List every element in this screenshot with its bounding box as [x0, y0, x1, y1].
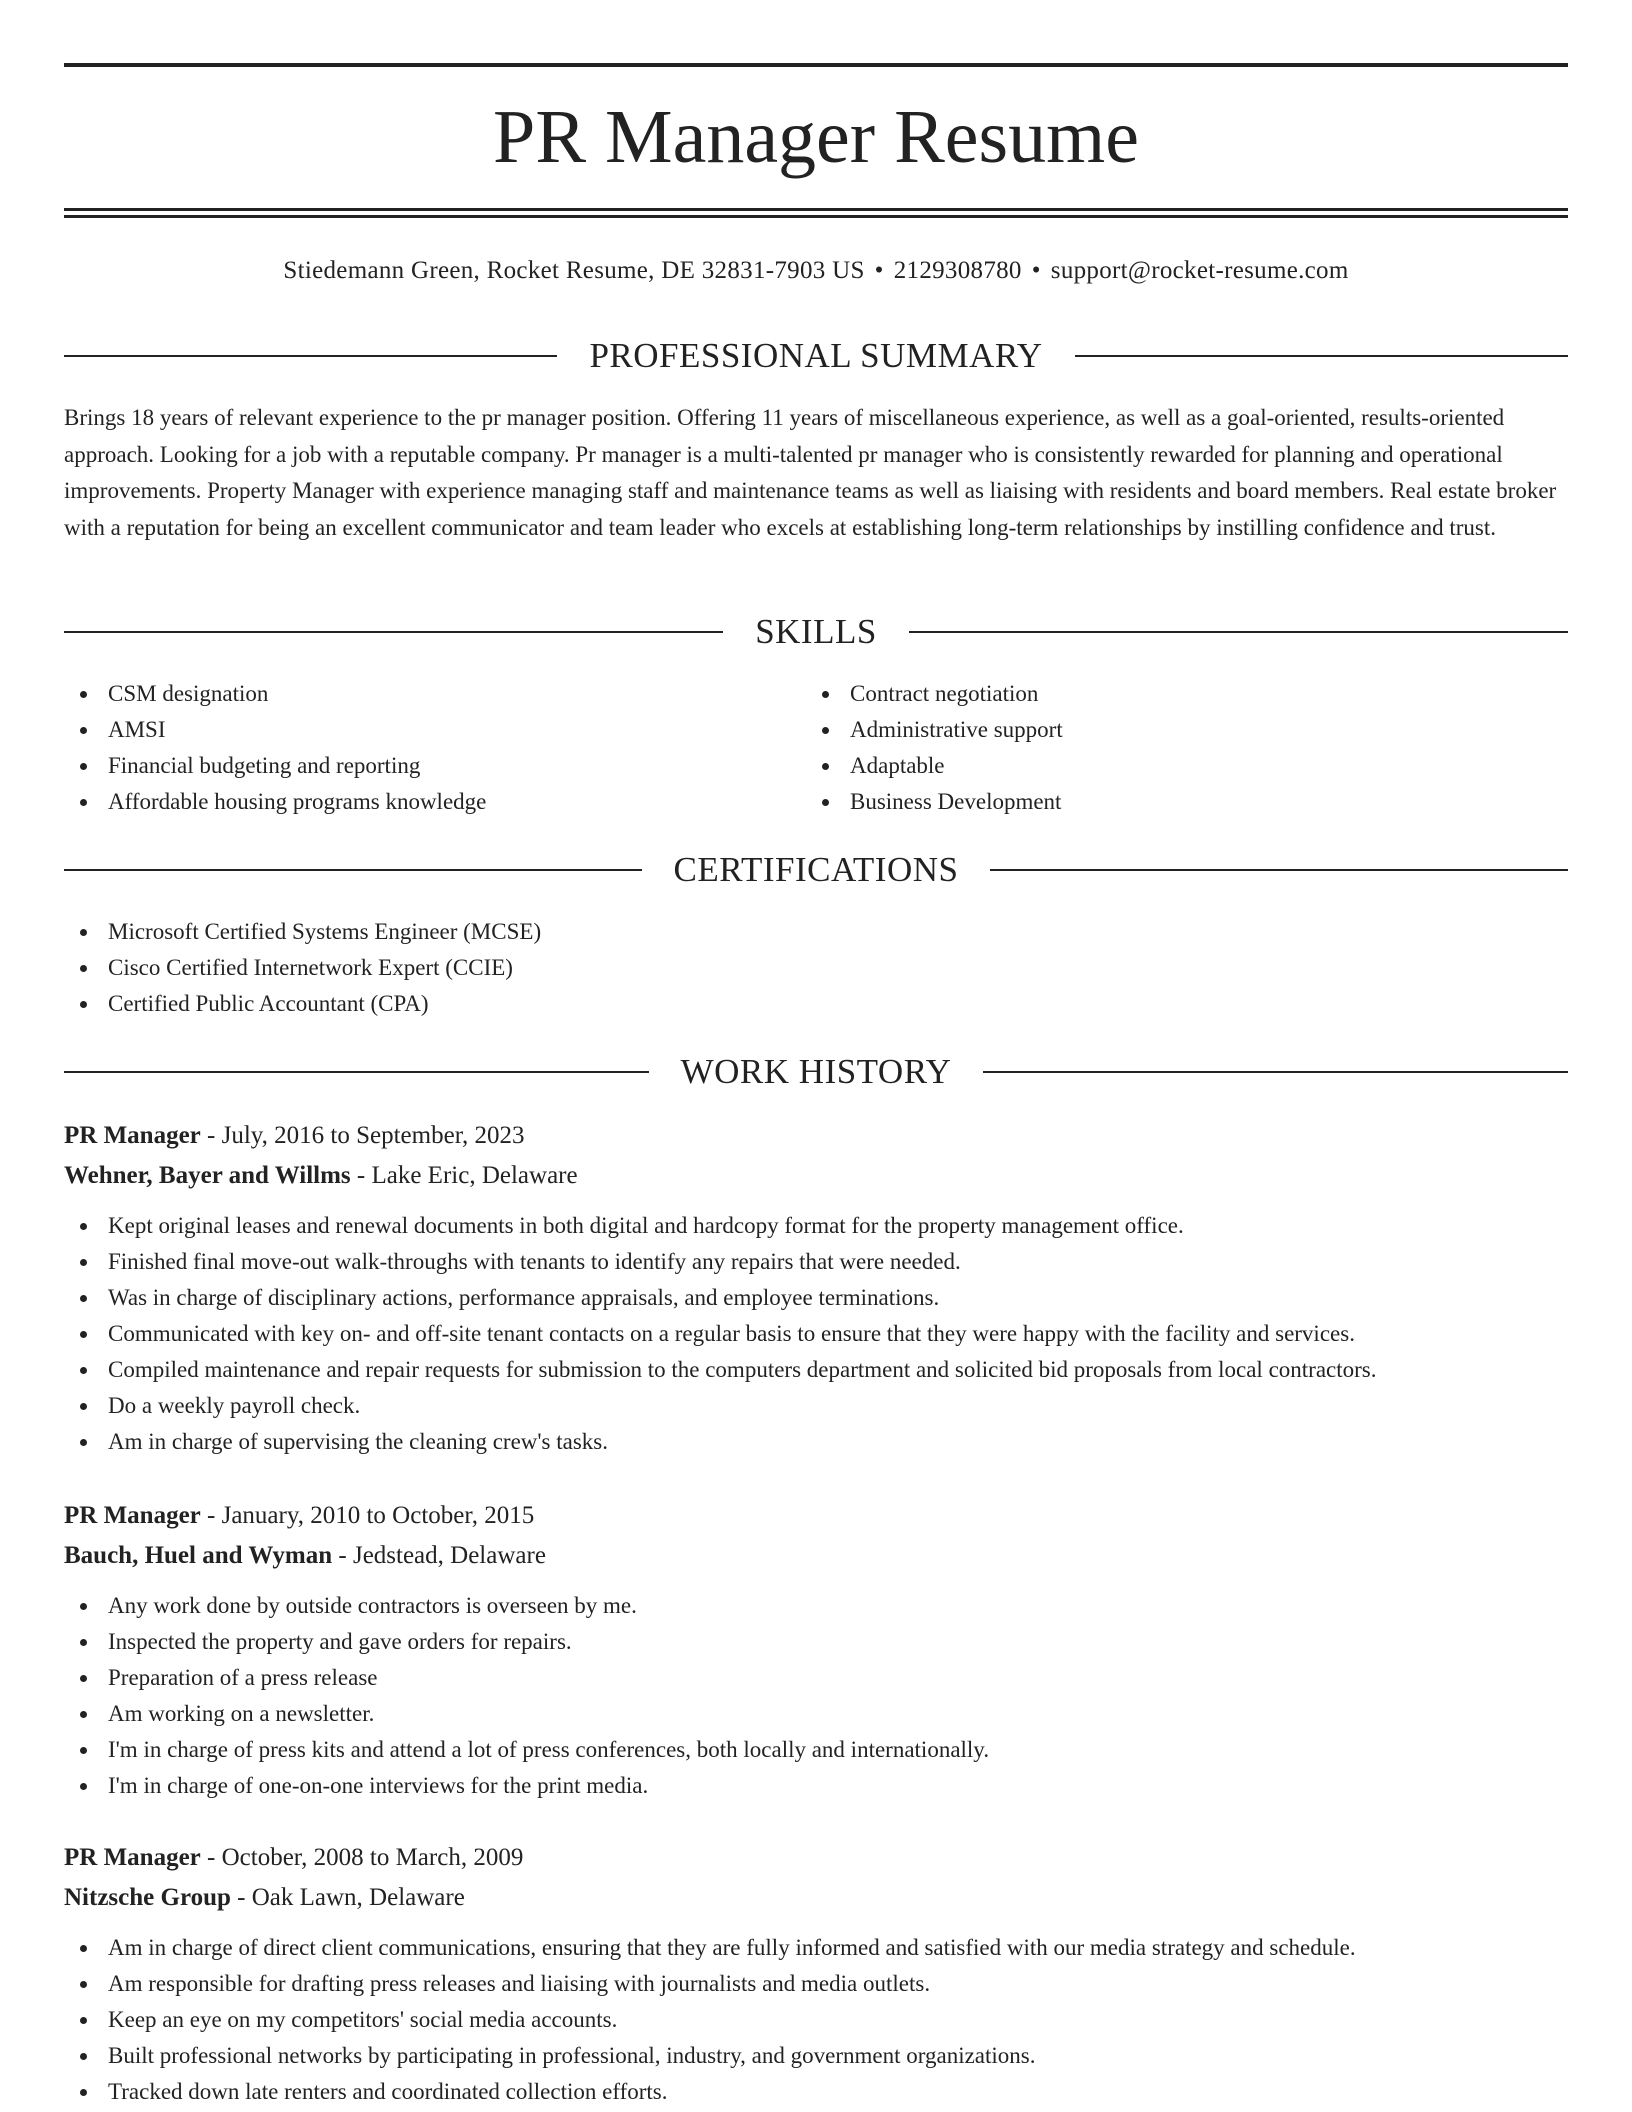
contact-email: support@rocket-resume.com [1050, 257, 1349, 284]
job-title: PR Manager [64, 1122, 201, 1149]
job-dates: - July, 2016 to September, 2023 [200, 1122, 525, 1149]
summary-text: Brings 18 years of relevant experience to the pr manager position. Offering 11 years of miscellaneous experience, as well as a goal-oriented, results-oriented approach. Looking for a job with a reputable company. Pr manager is a multi-talented pr manager who is consistently rewarded for planning and operational improvements. Property Manager with experience managing staff and maintenance teams as well as liaising with residents and board members. Real estate broker with a reputation for being an excellent communicator and team leader who excels at establishing long-term relationships by instilling confidence and trust. [64, 405, 1557, 540]
section-heading-skills [64, 610, 1568, 654]
job-entry [64, 1496, 1568, 1804]
job-role-line [64, 1116, 1568, 1156]
certification-item: Cisco Certified Internetwork Expert (CCIE) [64, 950, 1568, 986]
skill-item: CSM designation [64, 676, 764, 712]
job-company-line [64, 1536, 1568, 1576]
job-title: PR Manager [64, 1844, 201, 1871]
contact-line [64, 254, 1568, 288]
section-title: PROFESSIONAL SUMMARY [589, 336, 1043, 375]
job-role-line [64, 1496, 1568, 1536]
job-bullet: Communicated with key on- and off-site tenant contacts on a regular basis to ensure that they were happy with the facility and services. [64, 1316, 1568, 1352]
section-heading-summary [64, 334, 1568, 378]
job-bullet: I'm in charge of press kits and attend a lot of press conferences, both locally and internationally. [64, 1732, 1568, 1768]
job-bullet: Any work done by outside contractors is overseen by me. [64, 1588, 1568, 1624]
skills-list-left [64, 676, 764, 820]
job-dates: - October, 2008 to March, 2009 [200, 1844, 524, 1871]
job-company-line [64, 1156, 1568, 1196]
top-rule [64, 63, 1568, 67]
skill-item: Financial budgeting and reporting [64, 748, 764, 784]
job-bullets [64, 1930, 1568, 2110]
heading-rule [64, 1071, 649, 1073]
job-bullet: Built professional networks by participating in professional, industry, and government organizations. [64, 2038, 1568, 2074]
job-bullet: Finished final move-out walk-throughs with tenants to identify any repairs that were needed. [64, 1244, 1568, 1280]
job-bullet: Kept original leases and renewal documents in both digital and hardcopy format for the property management office. [64, 1208, 1568, 1244]
job-company-line [64, 1878, 1568, 1918]
section-heading-work-history [64, 1050, 1568, 1094]
title-double-rule [64, 208, 1568, 218]
job-entry [64, 1838, 1568, 2110]
job-bullet: Do a weekly payroll check. [64, 1388, 1568, 1424]
page-title: PR Manager Resume [493, 95, 1139, 179]
job-company: Nitzsche Group [64, 1884, 231, 1911]
job-dates: - January, 2010 to October, 2015 [200, 1502, 535, 1529]
section-title: CERTIFICATIONS [673, 850, 959, 889]
section-heading-certifications [64, 848, 1568, 892]
job-bullets [64, 1208, 1568, 1460]
heading-rule [64, 355, 557, 357]
heading-rule [64, 631, 723, 633]
skill-item: Adaptable [806, 748, 1506, 784]
heading-rule [983, 1071, 1568, 1073]
section-title: WORK HISTORY [680, 1052, 952, 1091]
contact-phone: 2129308780 [893, 257, 1022, 284]
certification-item: Certified Public Accountant (CPA) [64, 986, 1568, 1022]
skill-item: Contract negotiation [806, 676, 1506, 712]
job-bullets [64, 1588, 1568, 1804]
heading-rule [1075, 355, 1568, 357]
contact-separator: • [1031, 257, 1041, 284]
certifications-list [64, 914, 1568, 1022]
job-company: Bauch, Huel and Wyman [64, 1542, 333, 1569]
job-bullet: Was in charge of disciplinary actions, performance appraisals, and employee terminations. [64, 1280, 1568, 1316]
job-location: - Jedstead, Delaware [332, 1542, 546, 1569]
job-title: PR Manager [64, 1502, 201, 1529]
job-bullet: Tracked down late renters and coordinated collection efforts. [64, 2074, 1568, 2110]
job-bullet: Am working on a newsletter. [64, 1696, 1568, 1732]
job-location: - Lake Eric, Delaware [350, 1162, 578, 1189]
contact-address: Stiedemann Green, Rocket Resume, DE 32831-7903 US [283, 257, 865, 284]
job-company: Wehner, Bayer and Willms [64, 1162, 351, 1189]
section-title: SKILLS [755, 612, 877, 651]
job-location: - Oak Lawn, Delaware [230, 1884, 465, 1911]
skill-item: Business Development [806, 784, 1506, 820]
job-bullet: Am in charge of direct client communications, ensuring that they are fully informed and satisfied with our media strategy and schedule. [64, 1930, 1568, 1966]
heading-rule [990, 869, 1568, 871]
certification-item: Microsoft Certified Systems Engineer (MCSE) [64, 914, 1568, 950]
skills-list-right [806, 676, 1506, 820]
job-bullet: Am responsible for drafting press releases and liaising with journalists and media outlets. [64, 1966, 1568, 2002]
contact-separator: • [874, 257, 884, 284]
job-entry [64, 1116, 1568, 1460]
heading-rule [909, 631, 1568, 633]
skill-item: AMSI [64, 712, 764, 748]
job-bullet: Preparation of a press release [64, 1660, 1568, 1696]
skill-item: Affordable housing programs knowledge [64, 784, 764, 820]
job-bullet: Am in charge of supervising the cleaning crew's tasks. [64, 1424, 1568, 1460]
job-role-line [64, 1838, 1568, 1878]
job-bullet: Compiled maintenance and repair requests for submission to the computers department and solicited bid proposals from local contractors. [64, 1352, 1568, 1388]
job-bullet: Keep an eye on my competitors' social media accounts. [64, 2002, 1568, 2038]
heading-rule [64, 869, 642, 871]
job-bullet: Inspected the property and gave orders for repairs. [64, 1624, 1568, 1660]
job-bullet: I'm in charge of one-on-one interviews for the print media. [64, 1768, 1568, 1804]
skill-item: Administrative support [806, 712, 1506, 748]
